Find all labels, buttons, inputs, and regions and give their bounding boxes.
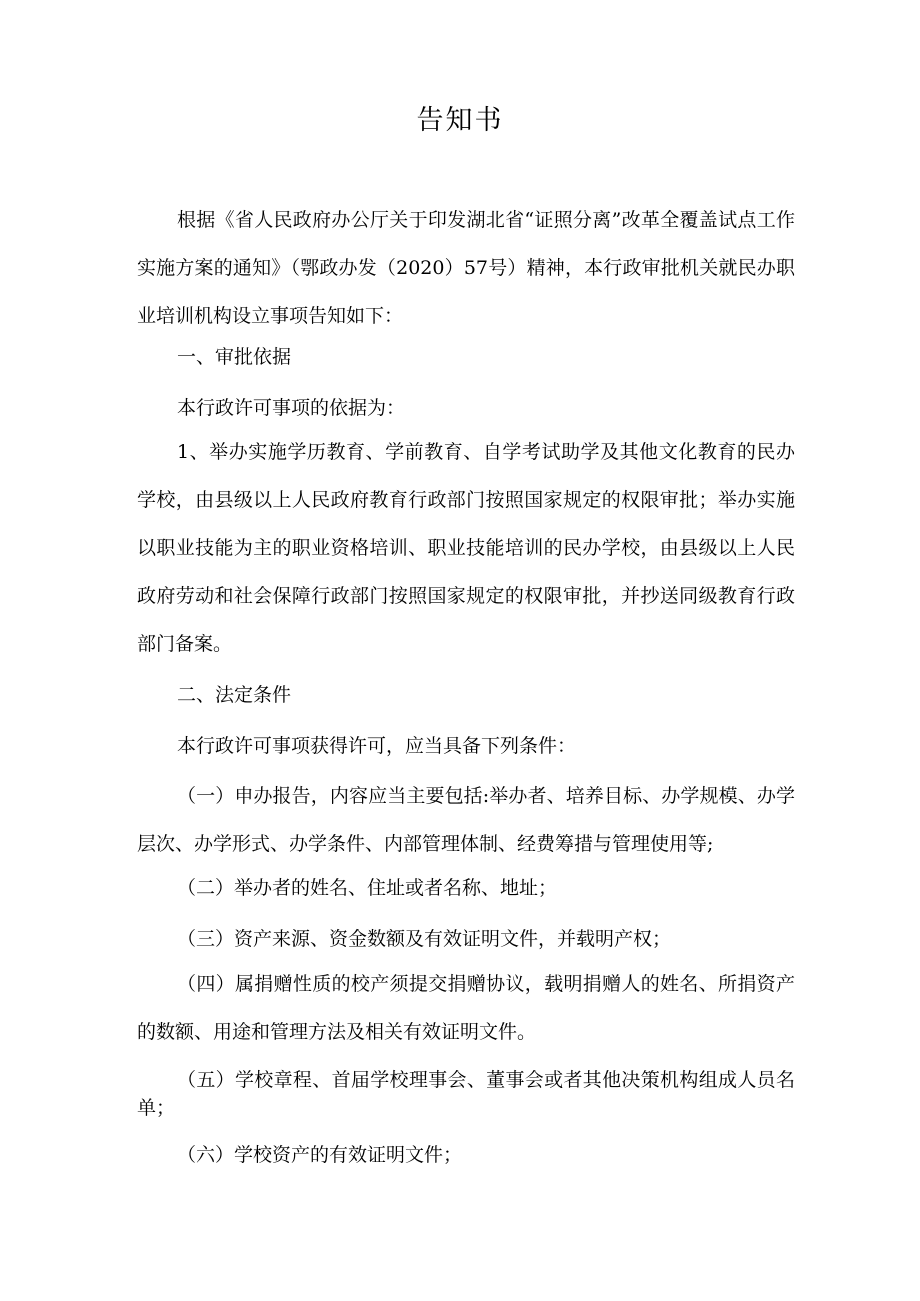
basis-intro-paragraph: 本行政许可事项的依据为： bbox=[177, 397, 406, 419]
document-title: 告知书 bbox=[416, 105, 504, 136]
basis-item-1: 1、举办实施学历教育、学前教育、自学考试助学及其他文化教育的民办学校，由县级以上人民政府教育行政部门按照国家规定的权限审批；举办实施以职业技能为主的职业资格培训、职业技能培训的民办学校，由县级以上人民政府劳动和社会保障行政部门按照国家规定的权限审批，并抄送同级教育行政部门备案。 bbox=[137, 441, 795, 655]
condition-item-2: （二）举办者的姓名、住址或者名称、地址； bbox=[177, 877, 558, 899]
section-heading-approval-basis: 一、审批依据 bbox=[177, 346, 292, 368]
intro-paragraph: 根据《省人民政府办公厅关于印发湖北省“证照分离”改革全覆盖试点工作实施方案的通知》（鄂政办发（2020）57号）精神，本行政审批机关就民办职业培训机构设立事项告知如下： bbox=[137, 209, 795, 327]
section-heading-legal-conditions: 二、法定条件 bbox=[177, 684, 292, 706]
condition-item-6: （六）学校资产的有效证明文件； bbox=[177, 1144, 463, 1166]
conditions-intro-paragraph: 本行政许可事项获得许可，应当具备下列条件： bbox=[177, 735, 577, 757]
condition-item-3: （三）资产来源、资金数额及有效证明文件，并载明产权； bbox=[177, 928, 672, 950]
condition-item-5: （五）学校章程、首届学校理事会、董事会或者其他决策机构组成人员名单； bbox=[137, 1069, 795, 1119]
condition-item-1: （一）申办报告，内容应当主要包括:举办者、培养目标、办学规模、办学层次、办学形式、办学条件、内部管理体制、经费筹措与管理使用等; bbox=[137, 785, 795, 855]
condition-item-4: （四）属捐赠性质的校产须提交捐赠协议，载明捐赠人的姓名、所捐资产的数额、用途和管理方法及相关有效证明文件。 bbox=[137, 973, 795, 1043]
